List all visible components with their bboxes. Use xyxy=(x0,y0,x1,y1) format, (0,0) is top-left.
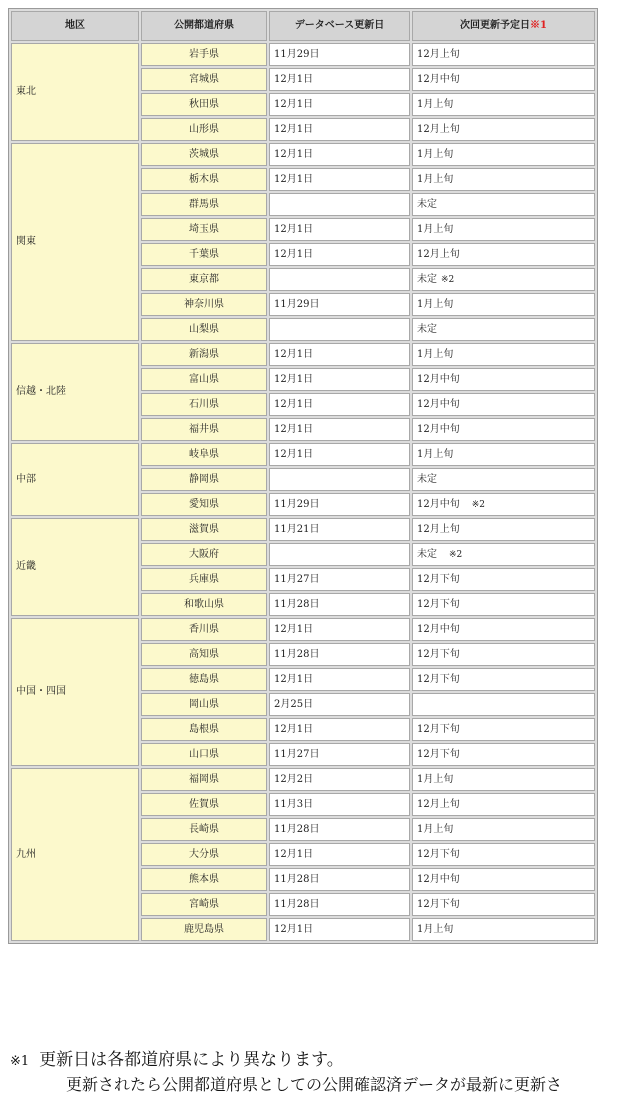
next-update-value: 12月中旬 xyxy=(417,498,460,510)
next-update-cell xyxy=(412,168,595,191)
db-update-cell xyxy=(269,193,410,216)
db-update-cell: 12月1日 xyxy=(269,393,410,416)
db-update-cell: 12月1日 xyxy=(269,243,410,266)
next-update-cell xyxy=(412,843,595,866)
header-region: 地区 xyxy=(11,11,139,41)
update-schedule-table xyxy=(8,8,598,944)
next-update-cell xyxy=(412,93,595,116)
next-update-cell xyxy=(412,318,595,341)
next-update-value: 12月上旬 xyxy=(417,248,460,260)
db-update-cell: 11月29日 xyxy=(269,43,410,66)
next-update-value: 1月上旬 xyxy=(417,98,454,110)
db-update-cell: 11月29日 xyxy=(269,293,410,316)
prefecture-cell: 福岡県 xyxy=(141,768,267,791)
next-update-value: 12月上旬 xyxy=(417,523,460,535)
db-update-cell xyxy=(269,318,410,341)
table-row xyxy=(11,143,595,166)
table-row xyxy=(11,518,595,541)
prefecture-cell: 静岡県 xyxy=(141,468,267,491)
next-update-cell xyxy=(412,218,595,241)
db-update-cell: 12月1日 xyxy=(269,218,410,241)
prefecture-cell: 千葉県 xyxy=(141,243,267,266)
next-update-value: 12月中旬 xyxy=(417,423,460,435)
db-update-cell: 12月1日 xyxy=(269,343,410,366)
db-update-cell: 12月1日 xyxy=(269,118,410,141)
next-update-cell xyxy=(412,518,595,541)
prefecture-cell: 宮城県 xyxy=(141,68,267,91)
next-update-cell xyxy=(412,743,595,766)
region-cell: 近畿 xyxy=(11,518,139,616)
next-update-value: 未定 xyxy=(417,198,437,210)
footnote xyxy=(10,1045,344,1070)
next-update-cell xyxy=(412,418,595,441)
next-update-cell xyxy=(412,918,595,941)
header-next-update xyxy=(412,11,595,41)
table-row xyxy=(11,618,595,641)
next-update-value: 12月下旬 xyxy=(417,673,460,685)
next-update-cell xyxy=(412,893,595,916)
db-update-cell: 12月1日 xyxy=(269,368,410,391)
db-update-cell: 12月1日 xyxy=(269,68,410,91)
next-update-value: 1月上旬 xyxy=(417,148,454,160)
db-update-cell: 12月1日 xyxy=(269,718,410,741)
table-row xyxy=(11,443,595,466)
prefecture-cell: 山口県 xyxy=(141,743,267,766)
prefecture-cell: 茨城県 xyxy=(141,143,267,166)
prefecture-cell: 島根県 xyxy=(141,718,267,741)
db-update-cell: 11月29日 xyxy=(269,493,410,516)
db-update-cell: 11月28日 xyxy=(269,593,410,616)
next-update-cell xyxy=(412,868,595,891)
region-cell: 九州 xyxy=(11,768,139,941)
db-update-cell: 11月27日 xyxy=(269,568,410,591)
db-update-cell: 11月28日 xyxy=(269,893,410,916)
next-update-value: 12月上旬 xyxy=(417,123,460,135)
prefecture-cell: 新潟県 xyxy=(141,343,267,366)
next-update-cell xyxy=(412,793,595,816)
db-update-cell xyxy=(269,543,410,566)
next-update-cell xyxy=(412,143,595,166)
prefecture-cell: 兵庫県 xyxy=(141,568,267,591)
table-body xyxy=(11,43,595,941)
prefecture-cell: 熊本県 xyxy=(141,868,267,891)
next-update-cell xyxy=(412,193,595,216)
header-db-update: データベース更新日 xyxy=(269,11,410,41)
prefecture-cell: 富山県 xyxy=(141,368,267,391)
next-update-value: 1月上旬 xyxy=(417,173,454,185)
next-update-value: 12月下旬 xyxy=(417,848,460,860)
next-update-value: 1月上旬 xyxy=(417,448,454,460)
db-update-cell: 12月1日 xyxy=(269,918,410,941)
next-update-value: 未定 xyxy=(417,273,437,285)
next-update-value: 12月下旬 xyxy=(417,748,460,760)
next-update-cell xyxy=(412,368,595,391)
db-update-cell: 12月1日 xyxy=(269,143,410,166)
next-update-value: 未定 xyxy=(417,323,437,335)
db-update-cell: 2月25日 xyxy=(269,693,410,716)
next-update-cell xyxy=(412,643,595,666)
next-update-cell xyxy=(412,768,595,791)
next-update-cell xyxy=(412,718,595,741)
db-update-cell: 12月1日 xyxy=(269,418,410,441)
footnote-text: 更新日は各都道府県により異なります。 xyxy=(39,1050,344,1070)
prefecture-cell: 大阪府 xyxy=(141,543,267,566)
next-update-cell xyxy=(412,818,595,841)
header-next-update-label: 次回更新予定日 xyxy=(460,20,531,31)
prefecture-cell: 鹿児島県 xyxy=(141,918,267,941)
prefecture-cell: 香川県 xyxy=(141,618,267,641)
table-header-row xyxy=(11,11,595,41)
prefecture-cell: 大分県 xyxy=(141,843,267,866)
footnote-mark: ※1 xyxy=(10,1054,30,1069)
db-update-cell: 11月3日 xyxy=(269,793,410,816)
db-update-cell: 12月1日 xyxy=(269,443,410,466)
db-update-cell: 12月2日 xyxy=(269,768,410,791)
next-update-value: 12月中旬 xyxy=(417,873,460,885)
db-update-cell xyxy=(269,468,410,491)
next-update-value: 1月上旬 xyxy=(417,348,454,360)
next-update-value: 1月上旬 xyxy=(417,823,454,835)
next-update-value: 12月上旬 xyxy=(417,798,460,810)
next-update-cell xyxy=(412,493,595,516)
prefecture-cell: 滋賀県 xyxy=(141,518,267,541)
next-update-cell xyxy=(412,593,595,616)
prefecture-cell: 山形県 xyxy=(141,118,267,141)
db-update-cell: 11月27日 xyxy=(269,743,410,766)
table-row xyxy=(11,43,595,66)
table-row xyxy=(11,768,595,791)
next-update-cell xyxy=(412,618,595,641)
next-update-value: 12月中旬 xyxy=(417,373,460,385)
prefecture-cell: 群馬県 xyxy=(141,193,267,216)
next-update-value: 12月下旬 xyxy=(417,723,460,735)
next-update-value: 12月上旬 xyxy=(417,48,460,60)
prefecture-cell: 岩手県 xyxy=(141,43,267,66)
next-update-cell xyxy=(412,693,595,716)
next-update-cell xyxy=(412,568,595,591)
prefecture-cell: 栃木県 xyxy=(141,168,267,191)
prefecture-cell: 岐阜県 xyxy=(141,443,267,466)
prefecture-cell: 高知県 xyxy=(141,643,267,666)
next-update-value: 1月上旬 xyxy=(417,223,454,235)
next-update-value: 12月下旬 xyxy=(417,898,460,910)
next-update-cell xyxy=(412,668,595,691)
db-update-cell: 12月1日 xyxy=(269,618,410,641)
next-update-cell xyxy=(412,118,595,141)
prefecture-cell: 神奈川県 xyxy=(141,293,267,316)
db-update-cell xyxy=(269,268,410,291)
next-update-value: 1月上旬 xyxy=(417,773,454,785)
next-update-cell xyxy=(412,293,595,316)
next-update-value: 1月上旬 xyxy=(417,298,454,310)
next-update-cell xyxy=(412,68,595,91)
next-update-value: 12月下旬 xyxy=(417,648,460,660)
db-update-cell: 11月28日 xyxy=(269,643,410,666)
next-update-cell xyxy=(412,393,595,416)
next-update-value: 12月中旬 xyxy=(417,73,460,85)
prefecture-cell: 岡山県 xyxy=(141,693,267,716)
prefecture-cell: 埼玉県 xyxy=(141,218,267,241)
prefecture-cell: 佐賀県 xyxy=(141,793,267,816)
region-cell: 信越・北陸 xyxy=(11,343,139,441)
prefecture-cell: 愛知県 xyxy=(141,493,267,516)
db-update-cell: 12月1日 xyxy=(269,843,410,866)
region-cell: 東北 xyxy=(11,43,139,141)
prefecture-cell: 福井県 xyxy=(141,418,267,441)
next-update-cell xyxy=(412,343,595,366)
footnote-mark-2: ※2 xyxy=(441,274,455,285)
prefecture-cell: 石川県 xyxy=(141,393,267,416)
next-update-cell xyxy=(412,468,595,491)
next-update-value: 12月下旬 xyxy=(417,598,460,610)
footnote-mark-2: ※2 xyxy=(471,499,486,510)
prefecture-cell: 徳島県 xyxy=(141,668,267,691)
prefecture-cell: 東京都 xyxy=(141,268,267,291)
next-update-cell xyxy=(412,443,595,466)
db-update-cell: 11月28日 xyxy=(269,868,410,891)
next-update-cell xyxy=(412,543,595,566)
next-update-value: 未定 xyxy=(417,548,437,560)
prefecture-cell: 和歌山県 xyxy=(141,593,267,616)
header-next-update-mark: ※1 xyxy=(530,20,547,31)
next-update-cell xyxy=(412,268,595,291)
next-update-value: 12月下旬 xyxy=(417,573,460,585)
db-update-cell: 11月28日 xyxy=(269,818,410,841)
db-update-cell: 12月1日 xyxy=(269,168,410,191)
footnote-text-2: 更新されたら公開都道府県としての公開確認済データが最新に更新さ xyxy=(66,1075,563,1094)
next-update-value: 12月中旬 xyxy=(417,398,460,410)
prefecture-cell: 山梨県 xyxy=(141,318,267,341)
region-cell: 関東 xyxy=(11,143,139,341)
prefecture-cell: 秋田県 xyxy=(141,93,267,116)
prefecture-cell: 長崎県 xyxy=(141,818,267,841)
next-update-cell xyxy=(412,43,595,66)
db-update-cell: 12月1日 xyxy=(269,93,410,116)
header-prefecture: 公開都道府県 xyxy=(141,11,267,41)
next-update-value: 1月上旬 xyxy=(417,923,454,935)
prefecture-cell: 宮崎県 xyxy=(141,893,267,916)
table-row xyxy=(11,343,595,366)
next-update-value: 未定 xyxy=(417,473,437,485)
next-update-value: 12月中旬 xyxy=(417,623,460,635)
db-update-cell: 11月21日 xyxy=(269,518,410,541)
footnote-mark-2: ※2 xyxy=(449,549,463,560)
region-cell: 中部 xyxy=(11,443,139,516)
next-update-cell xyxy=(412,243,595,266)
region-cell: 中国・四国 xyxy=(11,618,139,766)
db-update-cell: 12月1日 xyxy=(269,668,410,691)
